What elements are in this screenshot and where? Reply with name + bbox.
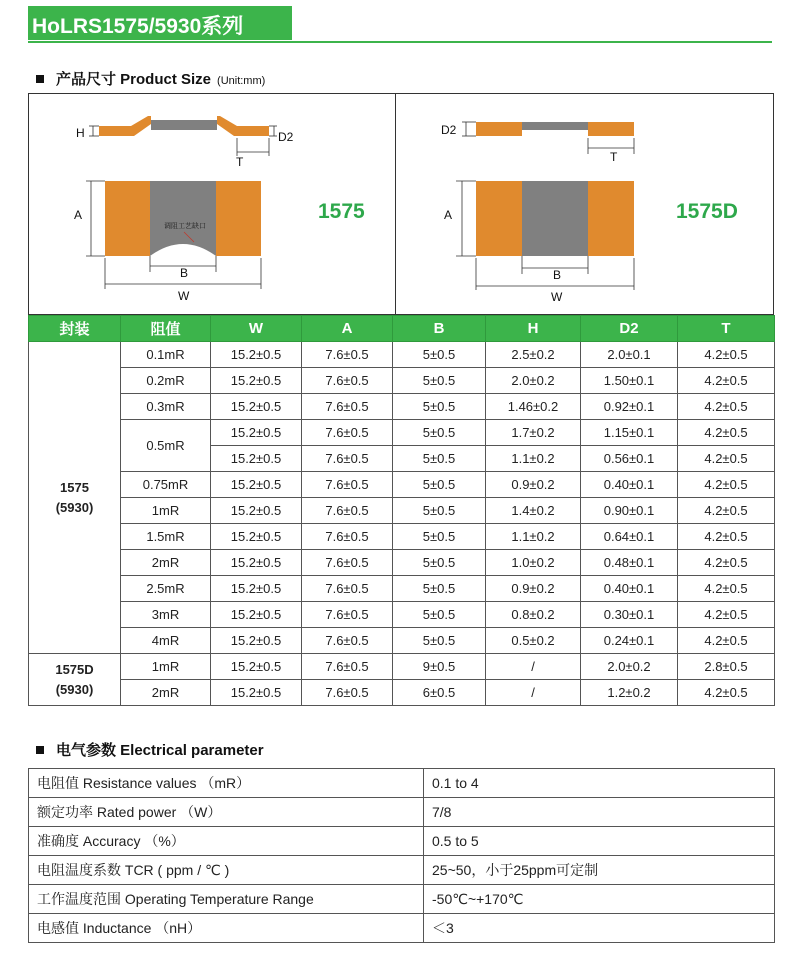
cell-t: 4.2±0.5 xyxy=(678,628,775,654)
package-cell-1575d xyxy=(29,654,121,706)
cell-h: 0.9±0.2 xyxy=(486,472,581,498)
cell-t: 4.2±0.5 xyxy=(678,498,775,524)
col-header-h: H xyxy=(486,316,581,342)
cell-b: 5±0.5 xyxy=(393,498,486,524)
table-row xyxy=(29,524,775,550)
table-row xyxy=(29,654,775,680)
dim-label-b: B xyxy=(180,266,189,280)
cell-b: 9±0.5 xyxy=(393,654,486,680)
cell-a: 7.6±0.5 xyxy=(302,446,393,472)
top-view-right-terminal-d xyxy=(588,181,634,256)
cell-b: 5±0.5 xyxy=(393,368,486,394)
side-view-right-terminal xyxy=(217,116,269,136)
trim-notch-note: 调阻工艺缺口 xyxy=(164,223,206,230)
cell-d2: 0.56±0.1 xyxy=(581,446,678,472)
dim-label-t-d: T xyxy=(610,150,618,164)
cell-resistance: 3mR xyxy=(121,602,211,628)
cell-w: 15.2±0.5 xyxy=(211,628,302,654)
cell-resistance: 1mR xyxy=(121,498,211,524)
package-code: (5930) xyxy=(55,681,94,697)
col-header-resistance: 阻值 xyxy=(121,316,211,342)
cell-w: 15.2±0.5 xyxy=(211,602,302,628)
cell-d2: 0.24±0.1 xyxy=(581,628,678,654)
param-value: ＜3 xyxy=(424,914,775,943)
cell-b: 5±0.5 xyxy=(393,628,486,654)
cell-h: 1.7±0.2 xyxy=(486,420,581,446)
table-row xyxy=(29,602,775,628)
table-row xyxy=(29,885,775,914)
package-cell-1575 xyxy=(29,342,121,654)
cell-h: 1.46±0.2 xyxy=(486,394,581,420)
cell-h: 0.9±0.2 xyxy=(486,576,581,602)
dim-label-a-d: A xyxy=(444,208,453,222)
cell-resistance: 0.75mR xyxy=(121,472,211,498)
cell-h: 0.8±0.2 xyxy=(486,602,581,628)
cell-d2: 0.40±0.1 xyxy=(581,576,678,602)
side-view-element xyxy=(151,120,217,130)
cell-d2: 0.40±0.1 xyxy=(581,472,678,498)
cell-t: 4.2±0.5 xyxy=(678,680,775,706)
cell-d2: 1.50±0.1 xyxy=(581,368,678,394)
side-view-element-d xyxy=(522,122,588,130)
dim-label-w-d: W xyxy=(551,290,563,304)
spec-table xyxy=(28,315,775,706)
param-label: 电感值 Inductance （nH） xyxy=(29,914,424,943)
cell-t: 4.2±0.5 xyxy=(678,368,775,394)
col-header-w: W xyxy=(211,316,302,342)
cell-t: 4.2±0.5 xyxy=(678,550,775,576)
cell-d2: 0.92±0.1 xyxy=(581,394,678,420)
cell-a: 7.6±0.5 xyxy=(302,472,393,498)
dim-label-d2-d: D2 xyxy=(441,123,457,137)
table-row xyxy=(29,680,775,706)
col-header-t: T xyxy=(678,316,775,342)
param-label: 工作温度范围 Operating Temperature Range xyxy=(29,885,424,914)
table-row xyxy=(29,550,775,576)
cell-h: / xyxy=(486,654,581,680)
cell-h: / xyxy=(486,680,581,706)
dim-label-t: T xyxy=(236,155,244,169)
dim-label-b-d: B xyxy=(553,268,562,282)
cell-resistance: 0.2mR xyxy=(121,368,211,394)
model-label-1575: 1575 xyxy=(318,200,365,223)
table-row xyxy=(29,472,775,498)
col-header-b: B xyxy=(393,316,486,342)
table-row xyxy=(29,342,775,368)
cell-resistance: 4mR xyxy=(121,628,211,654)
cell-a: 7.6±0.5 xyxy=(302,524,393,550)
title-underline xyxy=(28,41,772,43)
cell-resistance: 1.5mR xyxy=(121,524,211,550)
cell-b: 5±0.5 xyxy=(393,550,486,576)
cell-h: 1.4±0.2 xyxy=(486,498,581,524)
cell-d2: 0.30±0.1 xyxy=(581,602,678,628)
product-size-heading xyxy=(36,68,265,89)
param-label: 电阻温度系数 TCR ( ppm / ℃ ) xyxy=(29,856,424,885)
table-row xyxy=(29,769,775,798)
model-label-1575d: 1575D xyxy=(676,200,738,223)
cell-d2: 0.64±0.1 xyxy=(581,524,678,550)
cell-t: 4.2±0.5 xyxy=(678,342,775,368)
cell-a: 7.6±0.5 xyxy=(302,342,393,368)
cell-b: 5±0.5 xyxy=(393,394,486,420)
cell-resistance: 0.3mR xyxy=(121,394,211,420)
dim-label-h: H xyxy=(76,126,85,140)
product-size-heading-text: 产品尺寸 Product Size xyxy=(56,71,212,88)
cell-b: 5±0.5 xyxy=(393,472,486,498)
table-row xyxy=(29,368,775,394)
cell-h: 2.0±0.2 xyxy=(486,368,581,394)
cell-resistance: 0.1mR xyxy=(121,342,211,368)
cell-b: 6±0.5 xyxy=(393,680,486,706)
cell-b: 5±0.5 xyxy=(393,576,486,602)
param-value: 7/8 xyxy=(424,798,775,827)
cell-w: 15.2±0.5 xyxy=(211,680,302,706)
dim-label-d2: D2 xyxy=(278,130,294,144)
cell-w: 15.2±0.5 xyxy=(211,576,302,602)
cell-d2: 2.0±0.1 xyxy=(581,342,678,368)
cell-resistance: 2mR xyxy=(121,550,211,576)
param-label: 电阻值 Resistance values （mR） xyxy=(29,769,424,798)
table-row xyxy=(29,394,775,420)
cell-d2: 1.15±0.1 xyxy=(581,420,678,446)
table-row xyxy=(29,498,775,524)
table-row xyxy=(29,827,775,856)
cell-h: 0.5±0.2 xyxy=(486,628,581,654)
cell-a: 7.6±0.5 xyxy=(302,602,393,628)
cell-w: 15.2±0.5 xyxy=(211,342,302,368)
table-row xyxy=(29,420,775,446)
cell-h: 2.5±0.2 xyxy=(486,342,581,368)
bullet-square-icon xyxy=(36,746,44,754)
cell-a: 7.6±0.5 xyxy=(302,680,393,706)
param-value: 0.1 to 4 xyxy=(424,769,775,798)
top-view-left-terminal xyxy=(105,181,150,256)
cell-d2: 2.0±0.2 xyxy=(581,654,678,680)
cell-t: 4.2±0.5 xyxy=(678,394,775,420)
param-label: 准确度 Accuracy （%） xyxy=(29,827,424,856)
cell-w: 15.2±0.5 xyxy=(211,420,302,446)
bullet-square-icon xyxy=(36,75,44,83)
cell-a: 7.6±0.5 xyxy=(302,498,393,524)
table-row xyxy=(29,914,775,943)
param-value: 25~50，小于25ppm可定制 xyxy=(424,856,775,885)
table-row xyxy=(29,628,775,654)
top-view-right-terminal xyxy=(216,181,261,256)
cell-t: 4.2±0.5 xyxy=(678,602,775,628)
cell-t: 4.2±0.5 xyxy=(678,576,775,602)
cell-t: 4.2±0.5 xyxy=(678,420,775,446)
side-view-left-terminal-d xyxy=(476,122,522,136)
cell-w: 15.2±0.5 xyxy=(211,550,302,576)
cell-w: 15.2±0.5 xyxy=(211,472,302,498)
cell-w: 15.2±0.5 xyxy=(211,654,302,680)
dim-label-a: A xyxy=(74,208,83,222)
side-view-right-terminal-d xyxy=(588,122,634,136)
page-title: HoLRS1575/5930系列 xyxy=(32,15,244,38)
cell-a: 7.6±0.5 xyxy=(302,550,393,576)
cell-w: 15.2±0.5 xyxy=(211,446,302,472)
cell-b: 5±0.5 xyxy=(393,342,486,368)
side-view-left-terminal xyxy=(99,116,151,136)
cell-w: 15.2±0.5 xyxy=(211,524,302,550)
cell-resistance: 2.5mR xyxy=(121,576,211,602)
cell-h: 1.1±0.2 xyxy=(486,446,581,472)
cell-w: 15.2±0.5 xyxy=(211,394,302,420)
col-header-a: A xyxy=(302,316,393,342)
cell-resistance: 1mR xyxy=(121,654,211,680)
cell-a: 7.6±0.5 xyxy=(302,394,393,420)
product-size-unit: (Unit:mm) xyxy=(217,75,266,87)
param-label: 额定功率 Rated power （W） xyxy=(29,798,424,827)
cell-b: 5±0.5 xyxy=(393,602,486,628)
electrical-table xyxy=(28,768,775,943)
param-value: -50℃~+170℃ xyxy=(424,885,775,914)
package-code: (5930) xyxy=(55,499,94,515)
table-row xyxy=(29,798,775,827)
top-view-left-terminal-d xyxy=(476,181,522,256)
cell-a: 7.6±0.5 xyxy=(302,420,393,446)
package-name: 1575 xyxy=(60,479,89,495)
cell-h: 1.0±0.2 xyxy=(486,550,581,576)
cell-t: 2.8±0.5 xyxy=(678,654,775,680)
col-header-d2: D2 xyxy=(581,316,678,342)
col-header-package: 封装 xyxy=(29,316,121,342)
cell-resistance: 2mR xyxy=(121,680,211,706)
cell-d2: 0.90±0.1 xyxy=(581,498,678,524)
cell-t: 4.2±0.5 xyxy=(678,472,775,498)
cell-d2: 0.48±0.1 xyxy=(581,550,678,576)
cell-b: 5±0.5 xyxy=(393,524,486,550)
cell-a: 7.6±0.5 xyxy=(302,576,393,602)
cell-w: 15.2±0.5 xyxy=(211,368,302,394)
cell-d2: 1.2±0.2 xyxy=(581,680,678,706)
cell-b: 5±0.5 xyxy=(393,420,486,446)
dim-label-w: W xyxy=(178,289,190,303)
top-view-element-d xyxy=(522,181,588,256)
electrical-heading xyxy=(36,739,264,760)
cell-t: 4.2±0.5 xyxy=(678,524,775,550)
param-value: 0.5 to 5 xyxy=(424,827,775,856)
cell-resistance: 0.5mR xyxy=(121,420,211,472)
electrical-heading-text: 电气参数 Electrical parameter xyxy=(56,742,264,759)
cell-t: 4.2±0.5 xyxy=(678,446,775,472)
cell-b: 5±0.5 xyxy=(393,446,486,472)
cell-a: 7.6±0.5 xyxy=(302,368,393,394)
package-name: 1575D xyxy=(55,661,94,677)
table-row xyxy=(29,576,775,602)
table-row xyxy=(29,856,775,885)
cell-w: 15.2±0.5 xyxy=(211,498,302,524)
cell-a: 7.6±0.5 xyxy=(302,654,393,680)
cell-a: 7.6±0.5 xyxy=(302,628,393,654)
spec-header-row xyxy=(29,316,775,342)
cell-h: 1.1±0.2 xyxy=(486,524,581,550)
